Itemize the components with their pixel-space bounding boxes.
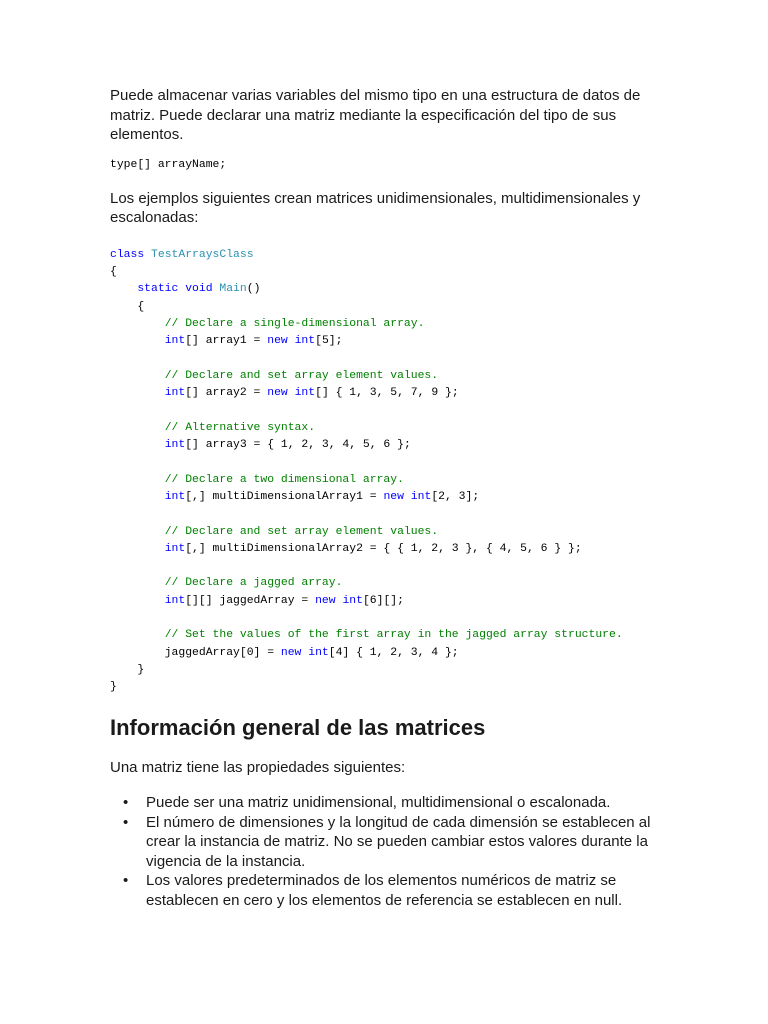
code-line — [110, 454, 670, 471]
intro-paragraph: Puede almacenar varias variables del mismo tipo en una estructura de datos de matriz. Puede declarar una matriz mediante la especificación del tipo de sus elementos. — [110, 87, 641, 143]
syntax-code: type[] arrayName; — [110, 158, 227, 171]
code-text — [110, 577, 165, 589]
code-keyword: int — [294, 387, 316, 400]
code-line — [110, 645, 670, 662]
code-line — [110, 316, 670, 333]
code-text — [110, 595, 165, 607]
code-line — [110, 281, 670, 298]
section-heading: Información general de las matrices — [110, 714, 486, 740]
code-text: [] { 1, 3, 5, 7, 9 }; — [315, 387, 459, 400]
list-item — [110, 813, 670, 872]
code-text — [144, 249, 151, 261]
code-keyword: new — [383, 490, 404, 503]
code-line — [110, 420, 670, 437]
code-line — [110, 662, 670, 679]
code-text — [110, 283, 137, 295]
code-text — [110, 370, 165, 382]
code-text — [110, 335, 165, 347]
code-text: } — [110, 681, 117, 694]
code-text — [110, 387, 165, 399]
code-text: [,] multiDimensionalArray2 = { { 1, 2, 3 }, { 4, 5, 6 } }; — [185, 542, 582, 555]
list-item-text: Puede ser una matriz unidimensional, multidimensional o escalonada. — [146, 794, 611, 812]
code-text — [110, 526, 165, 538]
code-comment: // Alternative syntax. — [164, 421, 316, 434]
code-line — [110, 610, 670, 627]
code-text: } — [110, 663, 145, 676]
code-comment: // Declare and set array element values. — [164, 369, 439, 382]
code-keyword: new — [280, 646, 302, 659]
code-keyword: int — [164, 439, 186, 452]
list-item — [110, 871, 670, 910]
code-text: [4] { 1, 2, 3, 4 }; — [328, 646, 459, 659]
code-keyword: void — [185, 283, 213, 296]
code-text — [110, 543, 165, 555]
code-text: { — [110, 266, 117, 279]
code-text: [5]; — [315, 335, 343, 348]
code-line — [110, 299, 670, 316]
code-comment: // Set the values of the first array in the jagged array structure. — [164, 629, 623, 642]
code-text — [110, 629, 165, 641]
code-line — [110, 368, 670, 385]
code-line — [110, 627, 670, 644]
code-keyword: new — [267, 387, 288, 400]
code-text: [,] multiDimensionalArray1 = — [185, 490, 384, 503]
code-text — [110, 318, 165, 330]
code-type-name: TestArraysClass — [151, 248, 254, 261]
code-block — [110, 247, 670, 697]
code-line — [110, 489, 670, 506]
code-text: [][] jaggedArray = — [185, 594, 316, 607]
code-comment: // Declare a two dimensional array. — [164, 473, 404, 486]
code-line — [110, 385, 670, 402]
code-keyword: int — [164, 490, 186, 503]
code-text: [] array1 = — [185, 335, 268, 348]
code-keyword: int — [294, 335, 316, 348]
code-line — [110, 575, 670, 592]
code-text — [110, 474, 165, 486]
code-keyword: new — [315, 594, 336, 607]
code-text: jaggedArray[0] = — [110, 646, 281, 659]
code-text: () — [246, 283, 261, 296]
code-text — [110, 422, 165, 434]
code-line — [110, 558, 670, 575]
code-line — [110, 506, 670, 523]
bullet-icon: • — [123, 813, 129, 831]
code-text — [110, 439, 165, 451]
code-keyword: int — [164, 594, 186, 607]
code-text: [2, 3]; — [431, 490, 480, 503]
section-lead: Una matriz tiene las propiedades siguientes: — [110, 758, 406, 776]
code-comment: // Declare a jagged array. — [164, 577, 343, 590]
code-line — [110, 247, 670, 264]
code-keyword: int — [410, 490, 432, 503]
code-keyword: int — [164, 542, 186, 555]
bullet-icon: • — [123, 794, 129, 812]
code-line — [110, 437, 670, 454]
code-line — [110, 472, 670, 489]
code-text — [288, 335, 295, 347]
properties-list — [110, 793, 670, 910]
code-keyword: int — [164, 335, 186, 348]
examples-paragraph: Los ejemplos siguientes crean matrices unidimensionales, multidimensionales y escalonadas: — [110, 189, 641, 227]
code-line — [110, 593, 670, 610]
code-keyword: class — [110, 248, 145, 261]
code-type-name: Main — [219, 283, 247, 296]
code-text — [110, 491, 165, 503]
code-line — [110, 351, 670, 368]
code-text: [] array3 = { 1, 2, 3, 4, 5, 6 }; — [185, 439, 411, 452]
list-item-text: Los valores predeterminados de los elementos numéricos de matriz se establecen en cero y los elementos de referencia se establecen en null. — [146, 872, 623, 909]
code-keyword: int — [164, 387, 186, 400]
code-line — [110, 264, 670, 281]
code-line — [110, 333, 670, 350]
bullet-icon: • — [123, 872, 129, 890]
code-line — [110, 541, 670, 558]
code-keyword: int — [308, 646, 329, 659]
code-line — [110, 679, 670, 696]
code-keyword: new — [267, 335, 288, 348]
code-keyword: static — [137, 283, 179, 296]
code-text: [6][]; — [362, 594, 404, 607]
code-text: { — [110, 300, 145, 313]
code-comment: // Declare and set array element values. — [164, 525, 439, 538]
code-text — [288, 387, 295, 399]
code-comment: // Declare a single-dimensional array. — [164, 317, 425, 330]
code-text: [] array2 = — [185, 387, 268, 400]
code-text — [404, 491, 411, 503]
list-item-text: El número de dimensiones y la longitud de cada dimensión se establecen al crear la instancia de matriz. No se pueden cambiar estos valores durante la vigencia de la instancia. — [146, 813, 651, 870]
list-item — [110, 793, 670, 813]
code-line — [110, 524, 670, 541]
code-keyword: int — [342, 594, 363, 607]
document-page — [110, 86, 670, 910]
code-line — [110, 402, 670, 419]
